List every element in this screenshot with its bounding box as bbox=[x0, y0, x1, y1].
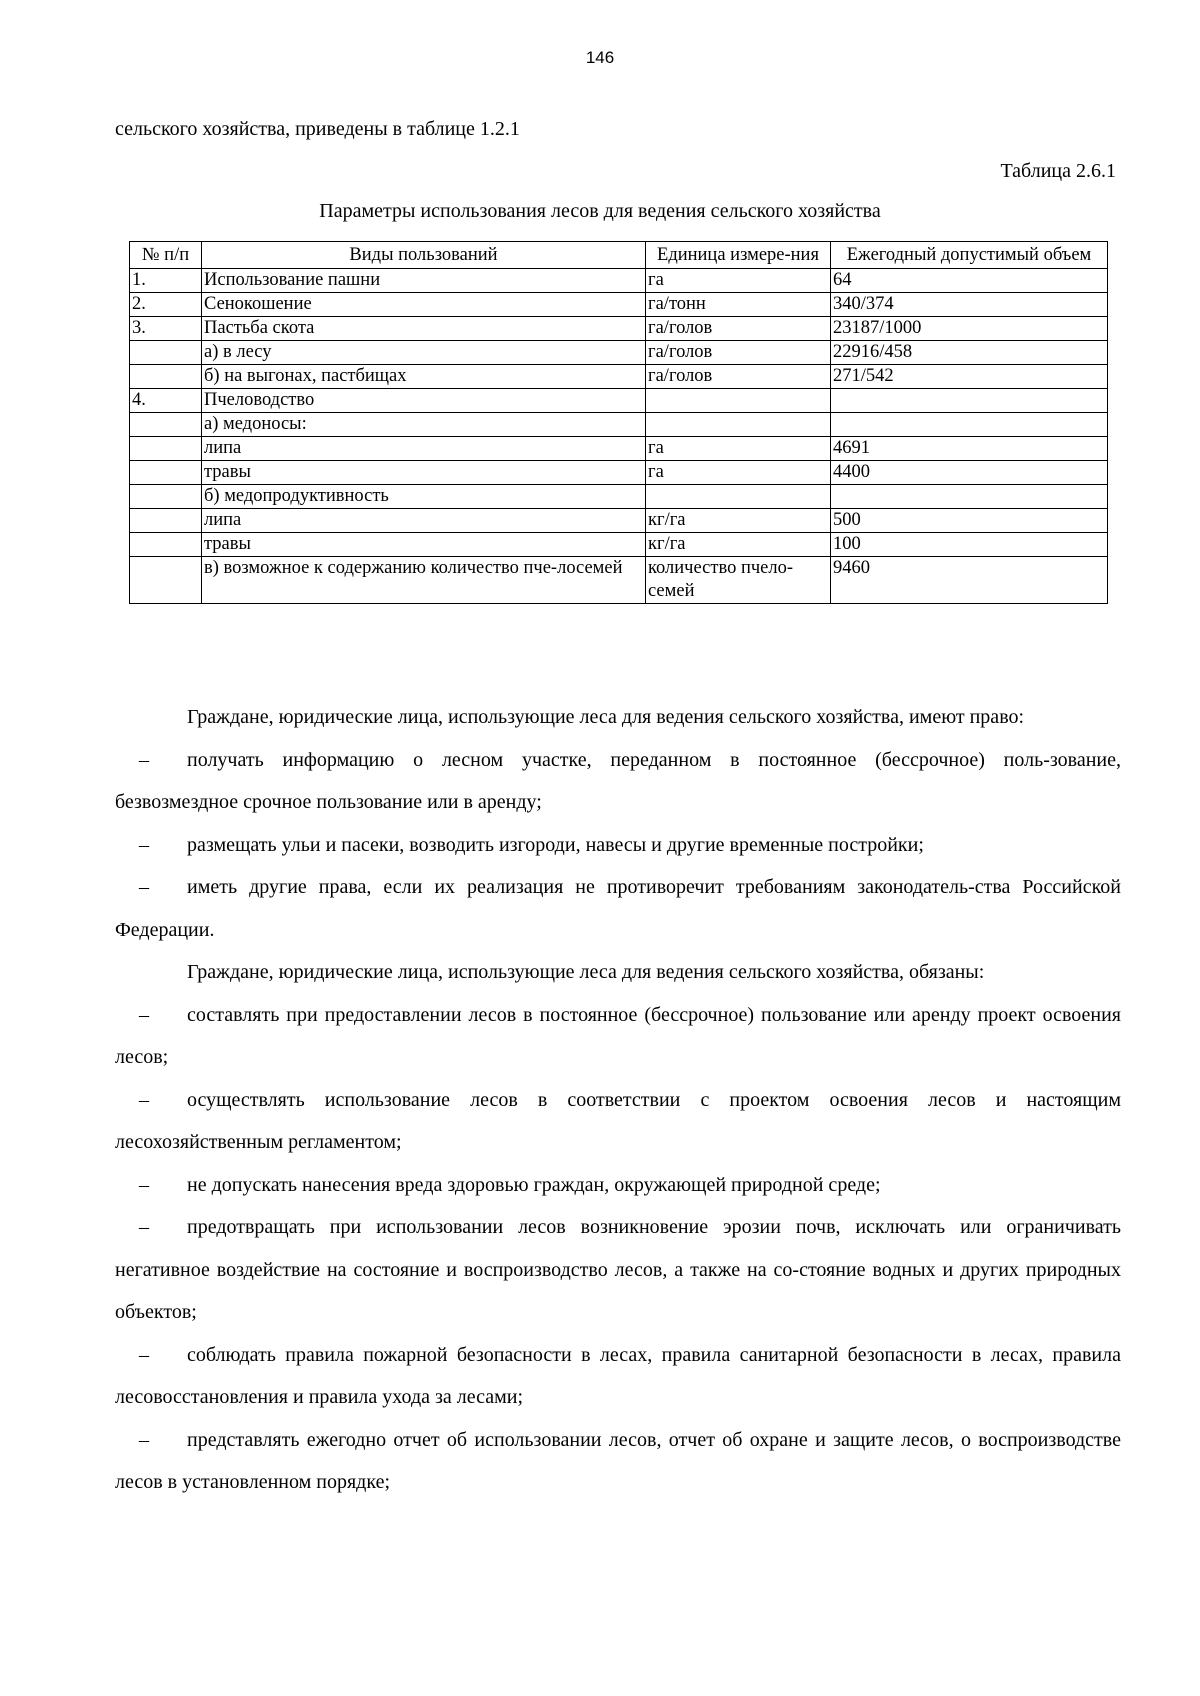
dash-marker: – bbox=[139, 1343, 149, 1366]
cell-annual-volume bbox=[831, 389, 1108, 413]
rights-list-item bbox=[115, 824, 1121, 867]
cell-number bbox=[130, 461, 202, 485]
cell-annual-volume: 500 bbox=[831, 509, 1108, 533]
cell-unit: га/голов bbox=[646, 365, 831, 389]
table-caption: Параметры использования лесов для ведения сельского хозяйства bbox=[319, 200, 881, 222]
list-item-text: составлять при предоставлении лесов в постоянное (бессрочное) пользование или аренду проект освоения лесов; bbox=[115, 1003, 1121, 1068]
table-label: Таблица 2.6.1 bbox=[1000, 160, 1116, 182]
table-header-row bbox=[130, 242, 1108, 269]
cell-unit bbox=[646, 413, 831, 437]
header-unit: Единица измере-ния bbox=[646, 242, 831, 269]
cell-usage-type: Сенокошение bbox=[202, 293, 646, 317]
cell-unit: га/голов bbox=[646, 317, 831, 341]
cell-usage-type: травы bbox=[202, 461, 646, 485]
list-item-text: получать информацию о лесном участке, переданном в постоянное (бессрочное) поль-зование, безвозмездное срочное пользование или в аренду; bbox=[115, 748, 1121, 813]
list-item-text: размещать ульи и пасеки, возводить изгороди, навесы и другие временные постройки; bbox=[187, 833, 924, 856]
cell-annual-volume: 23187/1000 bbox=[831, 317, 1108, 341]
dash-marker: – bbox=[139, 748, 149, 771]
table-row bbox=[130, 341, 1108, 365]
body-text bbox=[115, 696, 1121, 1504]
table-body bbox=[130, 269, 1108, 604]
duties-list-item bbox=[115, 1164, 1121, 1207]
dash-marker: – bbox=[139, 833, 149, 856]
cell-annual-volume bbox=[831, 413, 1108, 437]
cell-number bbox=[130, 437, 202, 461]
cell-number bbox=[130, 557, 202, 604]
cell-number bbox=[130, 485, 202, 509]
cell-unit: кг/га bbox=[646, 509, 831, 533]
cell-number: 4. bbox=[130, 389, 202, 413]
list-item-text: не допускать нанесения вреда здоровью граждан, окружающей природной среде; bbox=[187, 1173, 881, 1196]
table-row bbox=[130, 533, 1108, 557]
cell-unit: га bbox=[646, 269, 831, 293]
table-row bbox=[130, 365, 1108, 389]
cell-unit: га/тонн bbox=[646, 293, 831, 317]
cell-usage-type: Использование пашни bbox=[202, 269, 646, 293]
dash-marker: – bbox=[139, 1216, 149, 1238]
cell-usage-type: Пастьба скота bbox=[202, 317, 646, 341]
table-row bbox=[130, 389, 1108, 413]
rights-lead: Граждане, юридические лица, использующие леса для ведения сельского хозяйства, имеют право: bbox=[187, 706, 1025, 728]
cell-unit: количество пчело-семей bbox=[646, 557, 831, 604]
cell-annual-volume: 4400 bbox=[831, 461, 1108, 485]
cell-annual-volume bbox=[831, 485, 1108, 509]
duties-lead: Граждане, юридические лица, использующие леса для ведения сельского хозяйства, обязаны: bbox=[187, 961, 985, 983]
cell-unit: га/голов bbox=[646, 341, 831, 365]
list-item-text: предотвращать при использовании лесов возникновение эрозии почв, исключать или ограничивать негативное воздействие на состояние и воспроизводство лесов, а также на со-стояние водных и других природных объектов; bbox=[115, 1216, 1121, 1323]
table-row bbox=[130, 437, 1108, 461]
cell-annual-volume: 64 bbox=[831, 269, 1108, 293]
cell-number bbox=[130, 365, 202, 389]
cell-number bbox=[130, 509, 202, 533]
duties-list-item bbox=[115, 1334, 1121, 1419]
cell-unit: га bbox=[646, 437, 831, 461]
list-item-text: иметь другие права, если их реализация не противоречит требованиям законодатель-ства Российской Федерации. bbox=[115, 876, 1121, 941]
dash-marker: – bbox=[139, 876, 149, 898]
cell-unit: га bbox=[646, 461, 831, 485]
cell-unit bbox=[646, 389, 831, 413]
duties-list-item bbox=[115, 1206, 1121, 1334]
parameters-table bbox=[129, 241, 1108, 604]
cell-usage-type: в) возможное к содержанию количество пче-лосемей bbox=[202, 557, 646, 604]
list-item-text: соблюдать правила пожарной безопасности в лесах, правила санитарной безопасности в лесах, правила лесовосстановления и правила ухода за лесами; bbox=[115, 1343, 1121, 1408]
cell-number bbox=[130, 413, 202, 437]
dash-marker: – bbox=[139, 1003, 149, 1026]
dash-marker: – bbox=[139, 1428, 149, 1451]
table-row bbox=[130, 269, 1108, 293]
table-row bbox=[130, 461, 1108, 485]
cell-usage-type: а) медоносы: bbox=[202, 413, 646, 437]
header-annual-volume: Ежегодный допустимый объем bbox=[831, 242, 1108, 269]
rights-list bbox=[115, 739, 1121, 952]
duties-list-item bbox=[115, 1079, 1121, 1164]
cell-annual-volume: 4691 bbox=[831, 437, 1108, 461]
cell-number bbox=[130, 341, 202, 365]
table-row bbox=[130, 557, 1108, 604]
cell-usage-type: а) в лесу bbox=[202, 341, 646, 365]
dash-marker: – bbox=[139, 1088, 149, 1111]
cell-unit bbox=[646, 485, 831, 509]
table-row bbox=[130, 293, 1108, 317]
cell-number: 2. bbox=[130, 293, 202, 317]
cell-number: 1. bbox=[130, 269, 202, 293]
cell-number: 3. bbox=[130, 317, 202, 341]
cell-usage-type: Пчеловодство bbox=[202, 389, 646, 413]
cell-annual-volume: 100 bbox=[831, 533, 1108, 557]
cell-usage-type: липа bbox=[202, 437, 646, 461]
intro-text: сельского хозяйства, приведены в таблице 1.2.1 bbox=[115, 118, 520, 140]
table-row bbox=[130, 509, 1108, 533]
cell-usage-type: б) медопродуктивность bbox=[202, 485, 646, 509]
dash-marker: – bbox=[139, 1173, 149, 1196]
cell-number bbox=[130, 533, 202, 557]
list-item-text: представлять ежегодно отчет об использовании лесов, отчет об охране и защите лесов, о воспроизводстве лесов в установленном порядке; bbox=[115, 1428, 1121, 1493]
duties-list-item bbox=[115, 994, 1121, 1079]
cell-unit: кг/га bbox=[646, 533, 831, 557]
table-row bbox=[130, 413, 1108, 437]
header-number: № п/п bbox=[130, 242, 202, 269]
duties-list-item bbox=[115, 1419, 1121, 1504]
rights-list-item bbox=[115, 739, 1121, 824]
cell-usage-type: липа bbox=[202, 509, 646, 533]
cell-annual-volume: 9460 bbox=[831, 557, 1108, 604]
rights-list-item bbox=[115, 866, 1121, 951]
table-row bbox=[130, 485, 1108, 509]
page-number: 146 bbox=[585, 48, 615, 67]
cell-usage-type: б) на выгонах, пастбищах bbox=[202, 365, 646, 389]
header-usage-type: Виды пользований bbox=[202, 242, 646, 269]
duties-list bbox=[115, 994, 1121, 1504]
table-row bbox=[130, 317, 1108, 341]
list-item-text: осуществлять использование лесов в соответствии с проектом освоения лесов и настоящим лесохозяйственным регламентом; bbox=[115, 1088, 1121, 1153]
cell-usage-type: травы bbox=[202, 533, 646, 557]
cell-annual-volume: 340/374 bbox=[831, 293, 1108, 317]
cell-annual-volume: 271/542 bbox=[831, 365, 1108, 389]
cell-annual-volume: 22916/458 bbox=[831, 341, 1108, 365]
